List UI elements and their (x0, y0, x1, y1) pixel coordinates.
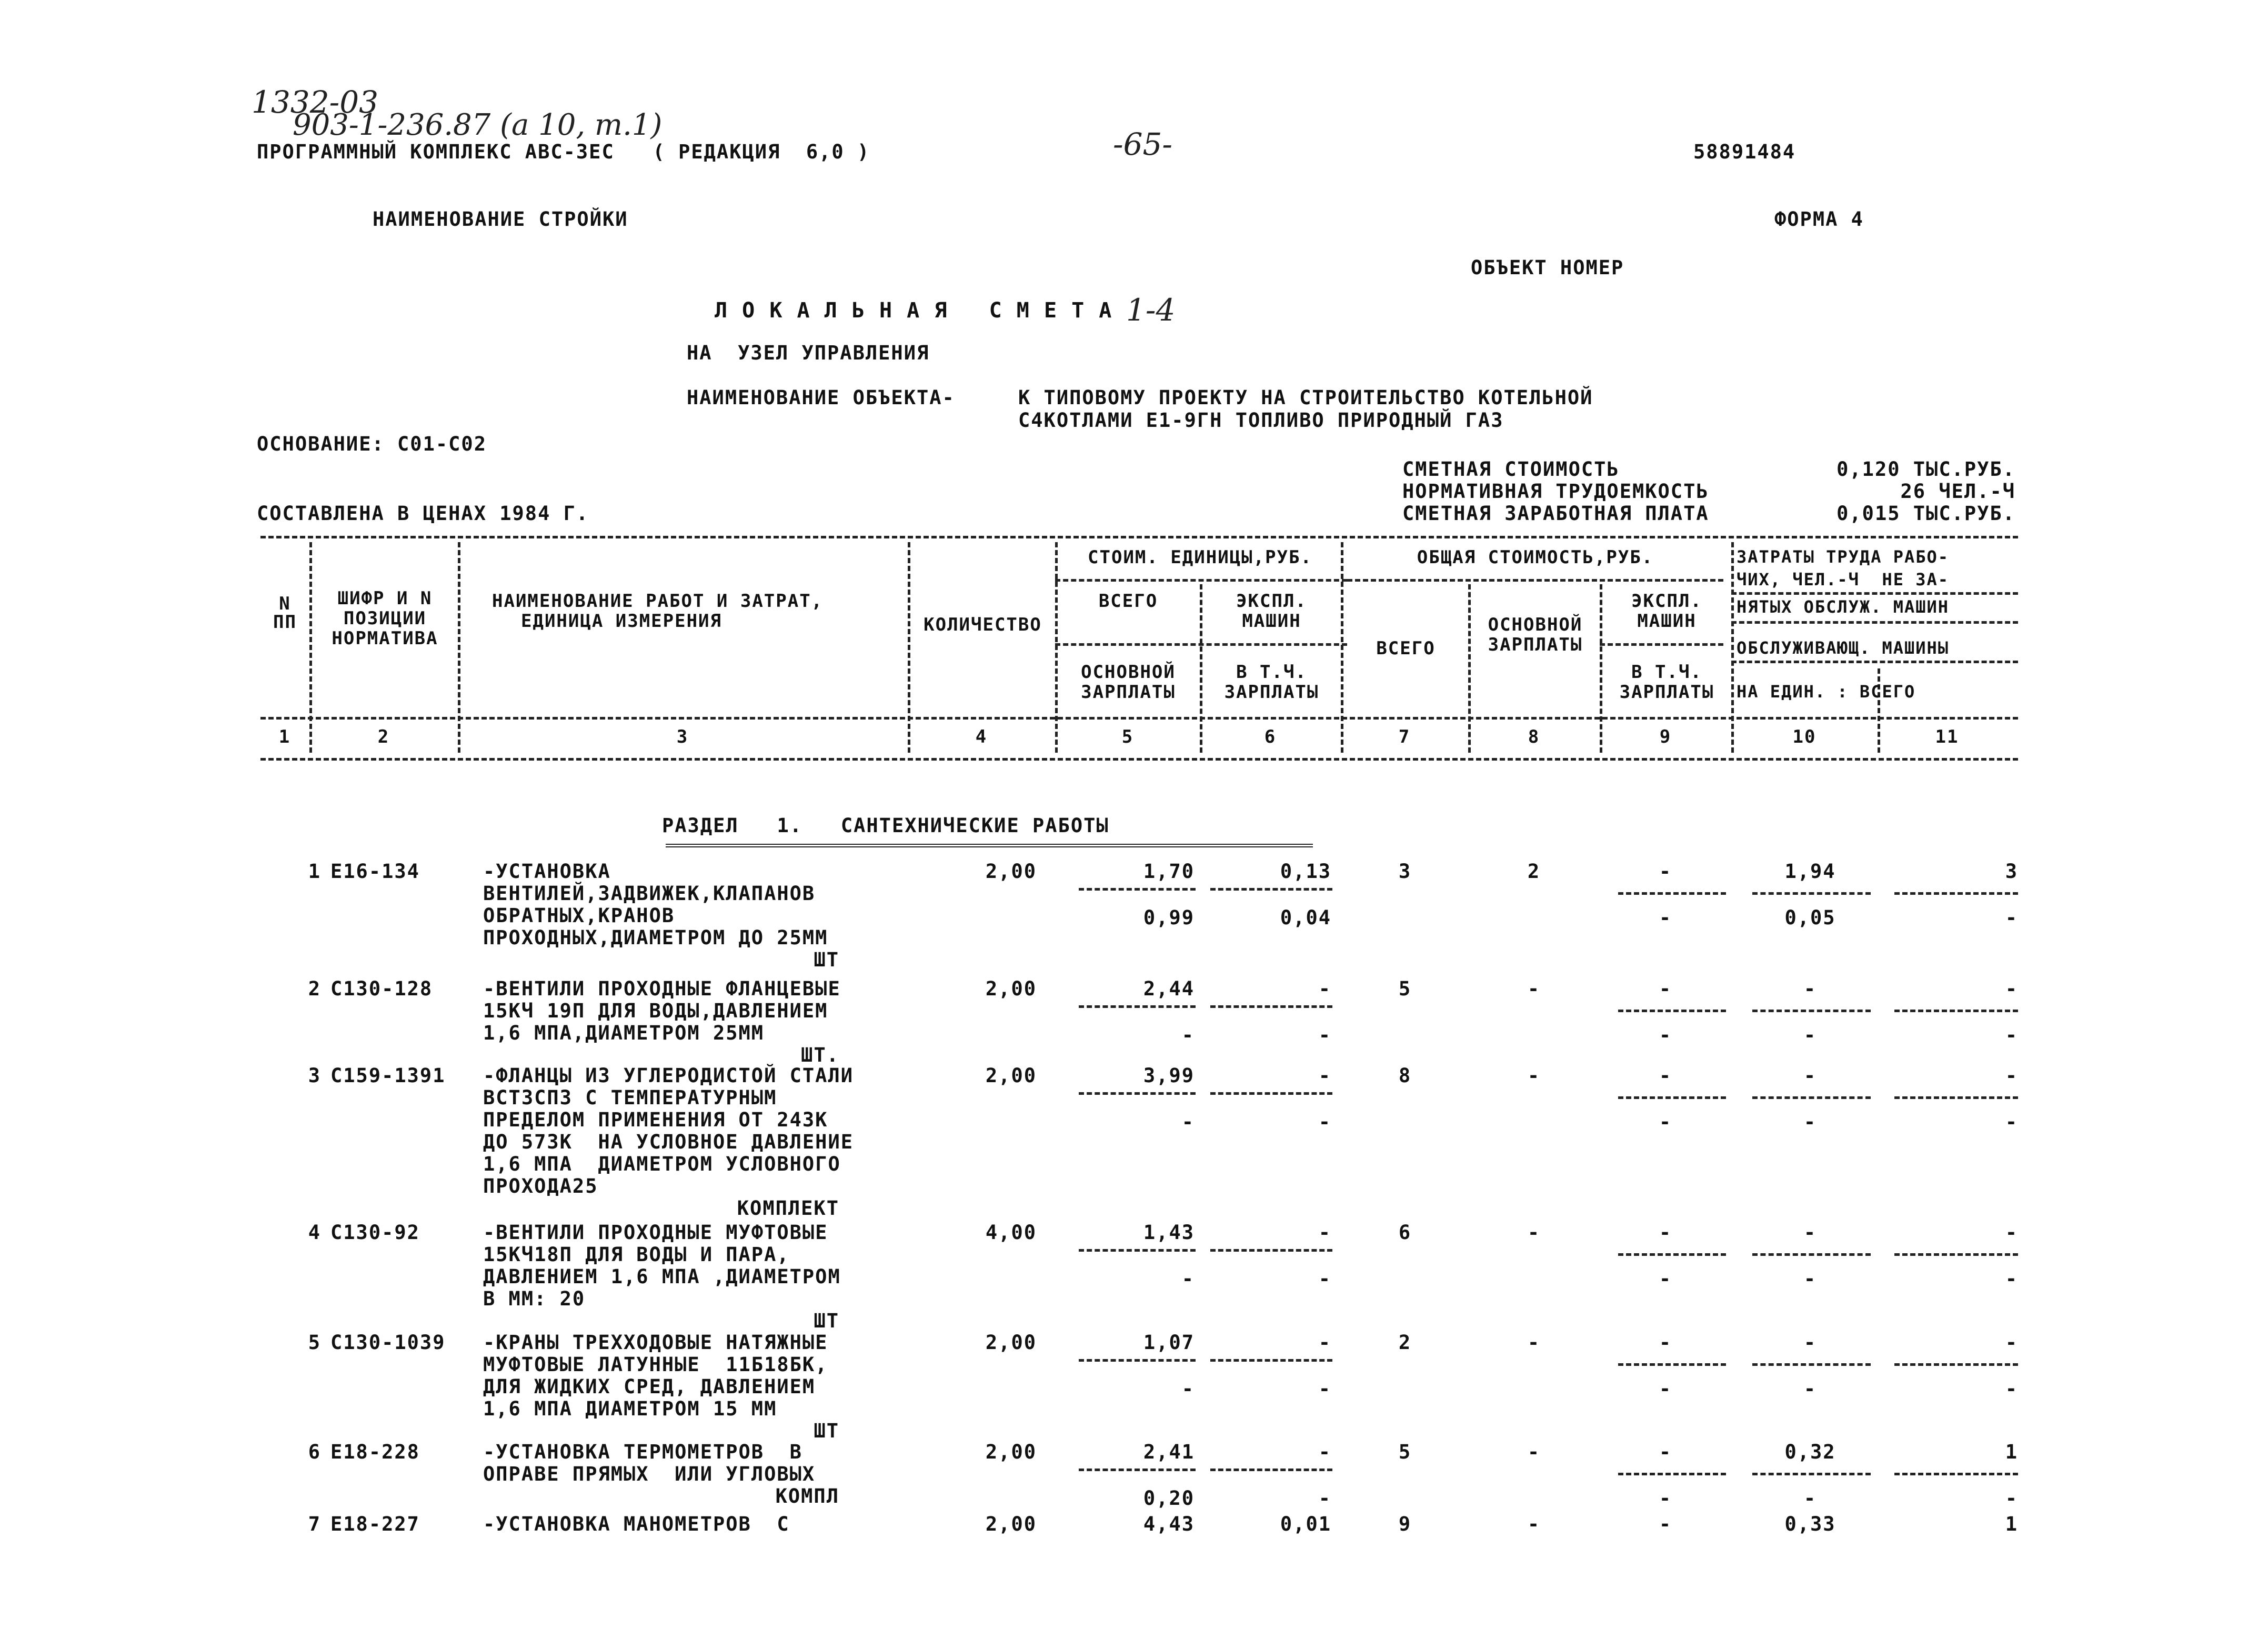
row-labor-unit: - (1803, 1331, 1817, 1354)
row-unit-incl: - (1318, 1377, 1331, 1400)
row-total-incl: - (1659, 1487, 1672, 1510)
row-number: 6 (308, 1441, 321, 1463)
handwritten-archive-number: 1332-03 (252, 84, 379, 120)
row-name-line: ВСТ3СП3 С ТЕМПЕРАТУРНЫМ (483, 1086, 777, 1109)
row-unit: ШТ. (801, 1044, 839, 1066)
row-total-wage: - (1527, 1441, 1541, 1463)
col-header-unit-cost: СТОИМ. ЕДИНИЦЫ,РУБ. (1088, 547, 1312, 568)
labor-value: 26 ЧЕЛ.-Ч (1900, 480, 2015, 503)
row-labor-unit: - (1803, 977, 1817, 1000)
row-labor-mach-unit: - (1803, 1487, 1817, 1510)
row-name-line: ВЕНТИЛЕЙ,ЗАДВИЖЕК,КЛАПАНОВ (483, 882, 816, 905)
row-labor-mach-total: - (2005, 906, 2018, 929)
row-unit-mach: - (1318, 977, 1331, 1000)
row-quantity: 2,00 (985, 860, 1037, 883)
row-code: С130-1039 (330, 1331, 446, 1354)
row-unit-divider (1210, 888, 1332, 891)
col-header-unit-wage-1: ОСНОВНОЙ (1081, 662, 1176, 683)
row-unit-divider (1210, 1469, 1332, 1471)
row-unit-divider (1079, 1469, 1196, 1471)
col-divider-10 (1878, 668, 1880, 753)
col-header-total-incl-2: ЗАРПЛАТЫ (1619, 682, 1714, 703)
row-unit-wage: 0,20 (1143, 1487, 1195, 1510)
row-total-mach: - (1659, 1513, 1672, 1535)
row-total-incl: - (1659, 1377, 1672, 1400)
row-name-line: -УСТАНОВКА МАНОМЕТРОВ С (483, 1513, 790, 1535)
row-total-mach: - (1659, 977, 1672, 1000)
construction-label: НАИМЕНОВАНИЕ СТРОЙКИ (373, 208, 628, 231)
row-total-mach: - (1659, 1441, 1672, 1463)
row-unit-incl: 0,04 (1280, 906, 1331, 929)
row-unit-incl: - (1318, 1111, 1331, 1133)
row-number: 3 (308, 1064, 321, 1087)
row-unit-mach: - (1318, 1331, 1331, 1354)
row-code: Е16-134 (330, 860, 420, 883)
column-number: 3 (676, 726, 689, 747)
row-labor-total: - (2005, 1064, 2018, 1087)
row-labor-mach-unit: - (1803, 1377, 1817, 1400)
row-total: 2 (1398, 1331, 1412, 1354)
row-name-line: В ММ: 20 (483, 1287, 586, 1310)
prices-line: СОСТАВЛЕНА В ЦЕНАХ 1984 Г. (257, 502, 589, 525)
row-unit-wage: - (1181, 1267, 1195, 1290)
row-total: 8 (1398, 1064, 1412, 1087)
row-labor-mach-unit: - (1803, 1267, 1817, 1290)
row-name-line: МУФТОВЫЕ ЛАТУННЫЕ 11Б18БК, (483, 1353, 828, 1376)
section-title: РАЗДЕЛ 1. САНТЕХНИЧЕСКИЕ РАБОТЫ (662, 814, 1109, 837)
labor-divider-2 (1731, 621, 2018, 624)
estimate-subject: НА УЗЕЛ УПРАВЛЕНИЯ (687, 342, 930, 364)
column-number: 5 (1121, 726, 1134, 747)
row-unit-wage: - (1181, 1377, 1195, 1400)
row-quantity: 2,00 (985, 1064, 1037, 1087)
document-code: 58891484 (1693, 141, 1796, 163)
row-unit: КОМПЛЕКТ (737, 1197, 839, 1220)
column-number: 4 (975, 726, 988, 747)
unit-cost-divider (1055, 579, 1347, 582)
row-number: 1 (308, 860, 321, 883)
row-unit-incl: - (1318, 1487, 1331, 1510)
program-line: ПРОГРАММНЫЙ КОМПЛЕКС АВС-3ЕС ( РЕДАКЦИЯ 6,0 ) (257, 141, 870, 163)
col-header-code-3: НОРМАТИВА (332, 628, 438, 649)
row-unit-divider (1210, 1092, 1332, 1095)
row-unit-total: 4,43 (1143, 1513, 1195, 1535)
col-header-labor-5: НА ЕДИН. : ВСЕГО (1737, 682, 1916, 702)
row-name-line: ДО 573К НА УСЛОВНОЕ ДАВЛЕНИЕ (483, 1131, 854, 1153)
row-labor-mach-unit: - (1803, 1111, 1817, 1133)
row-total-incl: - (1659, 906, 1672, 929)
row-labor-divider (1752, 892, 1871, 895)
row-name-line: ПРОХОДА25 (483, 1175, 598, 1197)
col-header-number: N (279, 593, 291, 614)
object-name-label: НАИМЕНОВАНИЕ ОБЪЕКТА- (687, 386, 955, 409)
row-name-line: 1,6 МПА,ДИАМЕТРОМ 25ММ (483, 1022, 765, 1044)
row-labor-divider (1894, 1473, 2018, 1475)
row-unit-wage: 0,99 (1143, 906, 1195, 929)
total-mach-divider (1600, 643, 1723, 646)
row-labor-divider (1752, 1473, 1871, 1475)
column-number: 11 (1935, 726, 1959, 747)
row-unit-mach: - (1318, 1064, 1331, 1087)
header-bottom-border (260, 717, 2018, 720)
column-number: 7 (1398, 726, 1411, 747)
row-code: С159-1391 (330, 1064, 446, 1087)
col-header-unit-mach-2: МАШИН (1242, 611, 1301, 632)
col-header-quantity: КОЛИЧЕСТВО (924, 614, 1042, 635)
row-labor-total: - (2005, 977, 2018, 1000)
row-labor-divider (1894, 1096, 2018, 1099)
row-unit-mach: - (1318, 1221, 1331, 1244)
handwritten-project-number: 903-1-236.87 (a 10, т.1) (293, 108, 663, 142)
row-total-mach: - (1659, 860, 1672, 883)
row-quantity: 2,00 (985, 1513, 1037, 1535)
object-name-line2: С4КОТЛАМИ Е1-9ГН ТОПЛИВО ПРИРОДНЫЙ ГАЗ (1018, 409, 1504, 432)
object-name-line1: К ТИПОВОМУ ПРОЕКТУ НА СТРОИТЕЛЬСТВО КОТЕЛЬНОЙ (1018, 386, 1593, 409)
row-unit-divider (1079, 1359, 1196, 1362)
row-labor-unit: - (1803, 1064, 1817, 1087)
col-header-unit-incl-1: В Т.Ч. (1236, 662, 1307, 683)
col-header-total-wage-1: ОСНОВНОЙ (1488, 614, 1583, 635)
row-code: С130-92 (330, 1221, 420, 1244)
row-unit-divider (1079, 1005, 1196, 1008)
row-name-line: 15КЧ18П ДЛЯ ВОДЫ И ПАРА, (483, 1243, 790, 1266)
row-unit-total: 2,41 (1143, 1441, 1195, 1463)
total-cost-divider (1347, 579, 1723, 582)
row-labor-mach-unit: 0,05 (1784, 906, 1836, 929)
col-divider-2 (458, 542, 460, 753)
row-name-line: 1,6 МПА ДИАМЕТРОМ УСЛОВНОГО (483, 1153, 841, 1175)
row-name-line: 1,6 МПА ДИАМЕТРОМ 15 ММ (483, 1397, 777, 1420)
row-name-line: -УСТАНОВКА ТЕРМОМЕТРОВ В (483, 1441, 802, 1463)
row-labor-divider (1894, 1010, 2018, 1012)
estimate-title: Л О К А Л Ь Н А Я С М Е Т А (715, 298, 1113, 323)
row-unit: ШТ (814, 948, 839, 971)
row-labor-total: - (2005, 1331, 2018, 1354)
row-total: 5 (1398, 1441, 1412, 1463)
col-header-labor-1: ЗАТРАТЫ ТРУДА РАБО- (1737, 547, 1950, 567)
row-total-wage: - (1527, 1064, 1541, 1087)
column-number: 10 (1792, 726, 1817, 747)
col-header-code-2: ПОЗИЦИИ (343, 608, 427, 629)
wage-value: 0,015 ТЫС.РУБ. (1837, 502, 2015, 525)
col-header-labor-3: НЯТЫХ ОБСЛУЖ. МАШИН (1737, 597, 1950, 617)
col-divider-9 (1731, 542, 1734, 753)
col-header-unit-total: ВСЕГО (1098, 591, 1158, 612)
row-labor-divider (1752, 1010, 1871, 1012)
row-number: 4 (308, 1221, 321, 1244)
row-unit: КОМПЛ (775, 1485, 839, 1507)
row-unit-divider (1079, 1249, 1196, 1252)
row-total-divider (1618, 1253, 1726, 1256)
column-number: 1 (278, 726, 291, 747)
row-labor-divider (1894, 1363, 2018, 1366)
row-name-line: -КРАНЫ ТРЕХХОДОВЫЕ НАТЯЖНЫЕ (483, 1331, 828, 1354)
row-labor-divider (1894, 1253, 2018, 1256)
row-unit-divider (1210, 1005, 1332, 1008)
row-total-wage: 2 (1527, 860, 1541, 883)
row-unit-mach: - (1318, 1441, 1331, 1463)
row-name-line: -ВЕНТИЛИ ПРОХОДНЫЕ МУФТОВЫЕ (483, 1221, 828, 1244)
row-labor-total: 1 (2005, 1441, 2018, 1463)
row-labor-divider (1752, 1253, 1871, 1256)
col-header-total-incl-1: В Т.Ч. (1631, 662, 1702, 683)
column-number: 6 (1264, 726, 1277, 747)
col-header-labor-4: ОБСЛУЖИВАЮЩ. МАШИНЫ (1737, 638, 1950, 658)
row-name-line: ПРОХОДНЫХ,ДИАМЕТРОМ ДО 25ММ (483, 926, 828, 949)
row-labor-mach-total: - (2005, 1111, 2018, 1133)
col-header-total-mach-1: ЭКСПЛ. (1631, 591, 1702, 612)
estimate-number: 1-4 (1126, 292, 1176, 328)
row-unit-wage: - (1181, 1111, 1195, 1133)
row-code: С130-128 (330, 977, 433, 1000)
row-labor-total: 3 (2005, 860, 2018, 883)
cost-value: 0,120 ТЫС.РУБ. (1837, 458, 2015, 481)
col-header-pp: ПП (273, 612, 297, 633)
row-total: 5 (1398, 977, 1412, 1000)
column-number: 2 (377, 726, 390, 747)
col-divider-1 (309, 542, 312, 753)
row-total-incl: - (1659, 1024, 1672, 1046)
numbers-bottom-border (260, 758, 2018, 761)
row-total-divider (1618, 892, 1726, 895)
row-quantity: 2,00 (985, 1331, 1037, 1354)
row-total-wage: - (1527, 1331, 1541, 1354)
row-total-wage: - (1527, 977, 1541, 1000)
row-unit-total: 2,44 (1143, 977, 1195, 1000)
row-total-wage: - (1527, 1513, 1541, 1535)
row-name-line: ОБРАТНЫХ,КРАНОВ (483, 904, 675, 927)
col-header-name-2: ЕДИНИЦА ИЗМЕРЕНИЯ (521, 611, 722, 632)
row-unit-divider (1079, 888, 1196, 891)
row-code: Е18-227 (330, 1513, 420, 1535)
row-unit-divider (1210, 1359, 1332, 1362)
col-header-code-1: ШИФР И N (337, 588, 433, 609)
row-unit: ШТ (814, 1310, 839, 1332)
row-unit-total: 1,07 (1143, 1331, 1195, 1354)
row-unit-divider (1079, 1092, 1196, 1095)
labor-divider-1 (1731, 592, 2018, 595)
basis-line: ОСНОВАНИЕ: С01-С02 (257, 433, 487, 455)
row-labor-mach-total: - (2005, 1267, 2018, 1290)
row-unit-total: 3,99 (1143, 1064, 1195, 1087)
table-top-border (260, 536, 2018, 538)
row-quantity: 2,00 (985, 977, 1037, 1000)
row-code: Е18-228 (330, 1441, 420, 1463)
row-labor-unit: - (1803, 1221, 1817, 1244)
row-number: 5 (308, 1331, 321, 1354)
col-divider-4 (1055, 542, 1058, 753)
row-unit-total: 1,43 (1143, 1221, 1195, 1244)
row-name-line: -УСТАНОВКА (483, 860, 611, 883)
column-number: 9 (1659, 726, 1672, 747)
row-total-mach: - (1659, 1331, 1672, 1354)
row-unit: ШТ (814, 1420, 839, 1442)
row-total-divider (1618, 1363, 1726, 1366)
row-labor-unit: 1,94 (1784, 860, 1836, 883)
row-name-line: ДАВЛЕНИЕМ 1,6 МПА ,ДИАМЕТРОМ (483, 1265, 841, 1288)
row-labor-divider (1752, 1096, 1871, 1099)
row-unit-mach: 0,13 (1280, 860, 1331, 883)
row-total-divider (1618, 1473, 1726, 1475)
row-total-divider (1618, 1010, 1726, 1012)
col-divider-7 (1468, 584, 1471, 753)
row-total-incl: - (1659, 1267, 1672, 1290)
row-total: 6 (1398, 1221, 1412, 1244)
col-divider-3 (908, 542, 910, 753)
form-number: ФОРМА 4 (1774, 208, 1864, 231)
row-labor-divider (1894, 892, 2018, 895)
col-header-total-all: ВСЕГО (1376, 638, 1436, 659)
row-number: 2 (308, 977, 321, 1000)
col-header-total-cost: ОБЩАЯ СТОИМОСТЬ,РУБ. (1417, 547, 1654, 568)
handwritten-page-number: -65- (1113, 126, 1172, 162)
row-labor-unit: 0,32 (1784, 1441, 1836, 1463)
row-total-divider (1618, 1096, 1726, 1099)
row-labor-mach-total: - (2005, 1024, 2018, 1046)
row-unit-incl: - (1318, 1267, 1331, 1290)
row-name-line: ПРЕДЕЛОМ ПРИМЕНЕНИЯ ОТ 243К (483, 1108, 828, 1131)
column-number: 8 (1528, 726, 1540, 747)
row-quantity: 2,00 (985, 1441, 1037, 1463)
object-number-label: ОБЪЕКТ НОМЕР (1471, 256, 1624, 279)
row-name-line: -ВЕНТИЛИ ПРОХОДНЫЕ ФЛАНЦЕВЫЕ (483, 977, 841, 1000)
row-labor-total: - (2005, 1221, 2018, 1244)
row-total-mach: - (1659, 1064, 1672, 1087)
row-total-mach: - (1659, 1221, 1672, 1244)
row-total-wage: - (1527, 1221, 1541, 1244)
col-header-total-wage-2: ЗАРПЛАТЫ (1488, 634, 1583, 655)
row-name-line: ОПРАВЕ ПРЯМЫХ ИЛИ УГЛОВЫХ (483, 1463, 816, 1485)
row-total: 3 (1398, 860, 1412, 883)
row-unit-mach: 0,01 (1280, 1513, 1331, 1535)
row-labor-mach-total: - (2005, 1377, 2018, 1400)
col-header-unit-wage-2: ЗАРПЛАТЫ (1081, 682, 1176, 703)
row-unit-incl: - (1318, 1024, 1331, 1046)
labor-label: НОРМАТИВНАЯ ТРУДОЕМКОСТЬ (1402, 480, 1709, 503)
col-header-name-1: НАИМЕНОВАНИЕ РАБОТ И ЗАТРАТ, (492, 591, 824, 612)
row-labor-unit: 0,33 (1784, 1513, 1836, 1535)
col-header-labor-2: ЧИХ, ЧЕЛ.-Ч НЕ ЗА- (1737, 570, 1950, 590)
row-unit-wage: - (1181, 1024, 1195, 1046)
wage-label: СМЕТНАЯ ЗАРАБОТНАЯ ПЛАТА (1402, 502, 1709, 525)
row-unit-total: 1,70 (1143, 860, 1195, 883)
row-name-line: 15КЧ 19П ДЛЯ ВОДЫ,ДАВЛЕНИЕМ (483, 1000, 828, 1022)
row-unit-divider (1210, 1249, 1332, 1252)
col-header-unit-incl-2: ЗАРПЛАТЫ (1224, 682, 1319, 703)
row-labor-mach-total: - (2005, 1487, 2018, 1510)
row-labor-mach-unit: - (1803, 1024, 1817, 1046)
row-name-line: ДЛЯ ЖИДКИХ СРЕД, ДАВЛЕНИЕМ (483, 1375, 816, 1398)
labor-divider-3 (1731, 661, 2018, 663)
col-header-total-mach-2: МАШИН (1637, 611, 1697, 632)
row-total-incl: - (1659, 1111, 1672, 1133)
row-quantity: 4,00 (985, 1221, 1037, 1244)
row-total: 9 (1398, 1513, 1412, 1535)
section-underline (666, 844, 1313, 847)
row-number: 7 (308, 1513, 321, 1535)
col-header-unit-mach-1: ЭКСПЛ. (1236, 591, 1307, 612)
row-name-line: -ФЛАНЦЫ ИЗ УГЛЕРОДИСТОЙ СТАЛИ (483, 1064, 854, 1087)
cost-label: СМЕТНАЯ СТОИМОСТЬ (1402, 458, 1620, 481)
row-labor-total: 1 (2005, 1513, 2018, 1535)
row-labor-divider (1752, 1363, 1871, 1366)
